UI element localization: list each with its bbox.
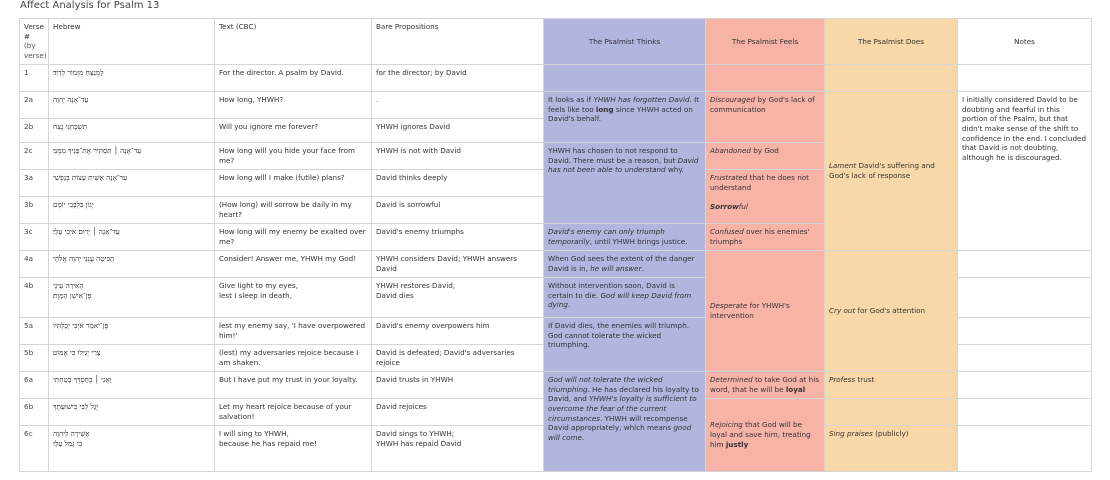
notes-cell-empty	[958, 317, 1092, 344]
hebrew-text: יָגוֹן בִּלְבָבִי יוֹמָם	[49, 196, 215, 223]
verse-number: 6a	[20, 371, 49, 398]
hebrew-text: עַד־אָנָה ׀ יָרוּם אֹיְבִי עָלָי׃	[49, 223, 215, 250]
thinks-cell: It looks as if YHWH has forgotten David. It feels like too long since YHWH acted on David's behalf.	[544, 91, 706, 142]
notes-cell-empty	[958, 250, 1092, 277]
translation-text: I will sing to YHWH, because he has repaid me!	[215, 425, 372, 471]
hebrew-text: עַד־אָנָה יְהוָה	[49, 91, 215, 118]
bare-proposition: David is defeated; David's adversaries rejoice	[372, 344, 544, 371]
table-row	[20, 371, 1092, 398]
header-verse: Verse # (by verse)	[20, 19, 49, 65]
verse-number: 2c	[20, 142, 49, 169]
verse-number: 6c	[20, 425, 49, 471]
translation-text: lest my enemy say, 'I have overpowered him!'	[215, 317, 372, 344]
header-does: The Psalmist Does	[825, 19, 958, 65]
thinks-cell: When God sees the extent of the danger David is in, he will answer.	[544, 250, 706, 277]
does-cell: Lament David's suffering and God's lack of response	[825, 91, 958, 250]
table-row	[20, 250, 1092, 277]
hebrew-text: יָגֵל לִבִּי בִּישׁוּעָתֶךָ	[49, 398, 215, 425]
does-cell-empty	[825, 64, 958, 91]
verse-number: 5b	[20, 344, 49, 371]
verse-number: 4a	[20, 250, 49, 277]
thinks-cell: David's enemy can only triumph temporarily, until YHWH brings justice.	[544, 223, 706, 250]
affect-analysis-table	[19, 18, 1092, 472]
translation-text: (lest) my adversaries rejoice because I am shaken.	[215, 344, 372, 371]
hebrew-text: אָשִׁירָה לַיהוָה כִּי גָמַל עָלָי׃	[49, 425, 215, 471]
header-row	[20, 19, 1092, 65]
hebrew-text: וַאֲנִי ׀ בְּחַסְדְּךָ בָטַחְתִּי	[49, 371, 215, 398]
hebrew-text: הָאִירָה עֵינַי פֶּן־אִישַׁן הַמָּוֶת׃	[49, 277, 215, 317]
bare-proposition: David trusts in YHWH	[372, 371, 544, 398]
feels-cell: Discouraged by God's lack of communication	[706, 91, 825, 142]
notes-cell-empty	[958, 344, 1092, 371]
thinks-cell: YHWH has chosen to not respond to David. There must be a reason, but David has not been able to understand why.	[544, 142, 706, 223]
feels-cell-empty	[706, 64, 825, 91]
hebrew-text: הַבִּיטָה עֲנֵנִי יְהוָה אֱלֹהָי	[49, 250, 215, 277]
translation-text: Will you ignore me forever?	[215, 118, 372, 142]
does-cell: Sing praises (publicly)	[825, 425, 958, 471]
notes-cell-empty	[958, 398, 1092, 425]
translation-text: Give light to my eyes, lest I sleep in death,	[215, 277, 372, 317]
translation-text: How long, YHWH?	[215, 91, 372, 118]
notes-cell-empty	[958, 277, 1092, 317]
translation-text: For the director. A psalm by David.	[215, 64, 372, 91]
header-text: Text (CBC)	[215, 19, 372, 65]
verse-number: 6b	[20, 398, 49, 425]
bare-proposition: YHWH considers David; YHWH answers David	[372, 250, 544, 277]
hebrew-text: פֶּן־יֹאמַר אֹיְבִי יְכָלְתִּיו	[49, 317, 215, 344]
feels-cell: Determined to take God at his word, that he will be loyal	[706, 371, 825, 398]
bare-proposition: YHWH ignores David	[372, 118, 544, 142]
translation-text: (How long) will sorrow be daily in my heart?	[215, 196, 372, 223]
translation-text: How long will my enemy be exalted over me?	[215, 223, 372, 250]
bare-proposition: David rejoices	[372, 398, 544, 425]
bare-proposition: David's enemy overpowers him	[372, 317, 544, 344]
hebrew-text: צָרַי יָגִילוּ כִּי אֶמּוֹט׃	[49, 344, 215, 371]
bare-proposition: for the director; by David	[372, 64, 544, 91]
header-bare: Bare Propositions	[372, 19, 544, 65]
verse-number: 2a	[20, 91, 49, 118]
bare-proposition: David is sorrowful	[372, 196, 544, 223]
notes-cell-empty	[958, 371, 1092, 398]
notes-cell: I initially considered David to be doubting and fearful in this portion of the Psalm, but that didn't make sense of the shift to confidence in the end. I concluded that David is not doubting, although he is discouraged.	[958, 91, 1092, 250]
translation-text: Let my heart rejoice because of your salvation!	[215, 398, 372, 425]
thinks-cell-empty	[544, 64, 706, 91]
bare-proposition: YHWH is not with David	[372, 142, 544, 169]
table-row	[20, 91, 1092, 118]
verse-number: 3c	[20, 223, 49, 250]
header-notes: Notes	[958, 19, 1092, 65]
translation-text: How long will you hide your face from me?	[215, 142, 372, 169]
does-cell: Profess trust	[825, 371, 958, 398]
header-hebrew: Hebrew	[49, 19, 215, 65]
notes-cell-empty	[958, 425, 1092, 471]
verse-number: 3a	[20, 169, 49, 196]
verse-number: 2b	[20, 118, 49, 142]
hebrew-text: לַמְנַצֵּחַ מִזְמוֹר לְדָוִד׃	[49, 64, 215, 91]
feels-cell: Frustrated that he does not understand Sorrowful	[706, 169, 825, 223]
document-title: Affect Analysis for Psalm 13	[20, 0, 160, 11]
feels-cell: Confused over his enemies' triumphs	[706, 223, 825, 250]
feels-cell: Abandoned by God	[706, 142, 825, 169]
hebrew-text: תִּשְׁכָּחֵנִי נֶצַח	[49, 118, 215, 142]
verse-number: 1	[20, 64, 49, 91]
does-cell: Cry out for God's attention	[825, 250, 958, 371]
verse-number: 3b	[20, 196, 49, 223]
thinks-cell: If David dies, the enemies will triumph. God cannot tolerate the wicked triumphing.	[544, 317, 706, 371]
verse-number: 5a	[20, 317, 49, 344]
translation-text: How long will I make (futile) plans?	[215, 169, 372, 196]
does-cell-empty	[825, 398, 958, 425]
hebrew-text: עַד־אָנָה ׀ תַּסְתִּיר אֶת־פָּנֶיךָ מִמֶּנִּי׃	[49, 142, 215, 169]
bare-proposition: .	[372, 91, 544, 118]
header-feels: The Psalmist Feels	[706, 19, 825, 65]
translation-text: Consider! Answer me, YHWH my God!	[215, 250, 372, 277]
bare-proposition: David sings to YHWH; YHWH has repaid David	[372, 425, 544, 471]
bare-proposition: YHWH restores David; David dies	[372, 277, 544, 317]
feels-cell: Rejoicing that God will be loyal and save him, treating him justly	[706, 398, 825, 471]
translation-text: But I have put my trust in your loyalty.	[215, 371, 372, 398]
hebrew-text: עַד־אָנָה אָשִׁית עֵצוֹת בְּנַפְשִׁי	[49, 169, 215, 196]
thinks-cell: God will not tolerate the wicked triumphing. He has declared his loyalty to David, and YHWH's loyalty is sufficient to overcome the fear of the current circumstances. YHWH will recompense David appropriately, which means good will come.	[544, 371, 706, 471]
feels-cell: Desperate for YHWH's intervention	[706, 250, 825, 371]
bare-proposition: David's enemy triumphs	[372, 223, 544, 250]
thinks-cell: Without intervention soon, David is certain to die. God will keep David from dying.	[544, 277, 706, 317]
verse-number: 4b	[20, 277, 49, 317]
header-thinks: The Psalmist Thinks	[544, 19, 706, 65]
notes-cell-empty	[958, 64, 1092, 91]
table-row	[20, 64, 1092, 91]
bare-proposition: David thinks deeply	[372, 169, 544, 196]
